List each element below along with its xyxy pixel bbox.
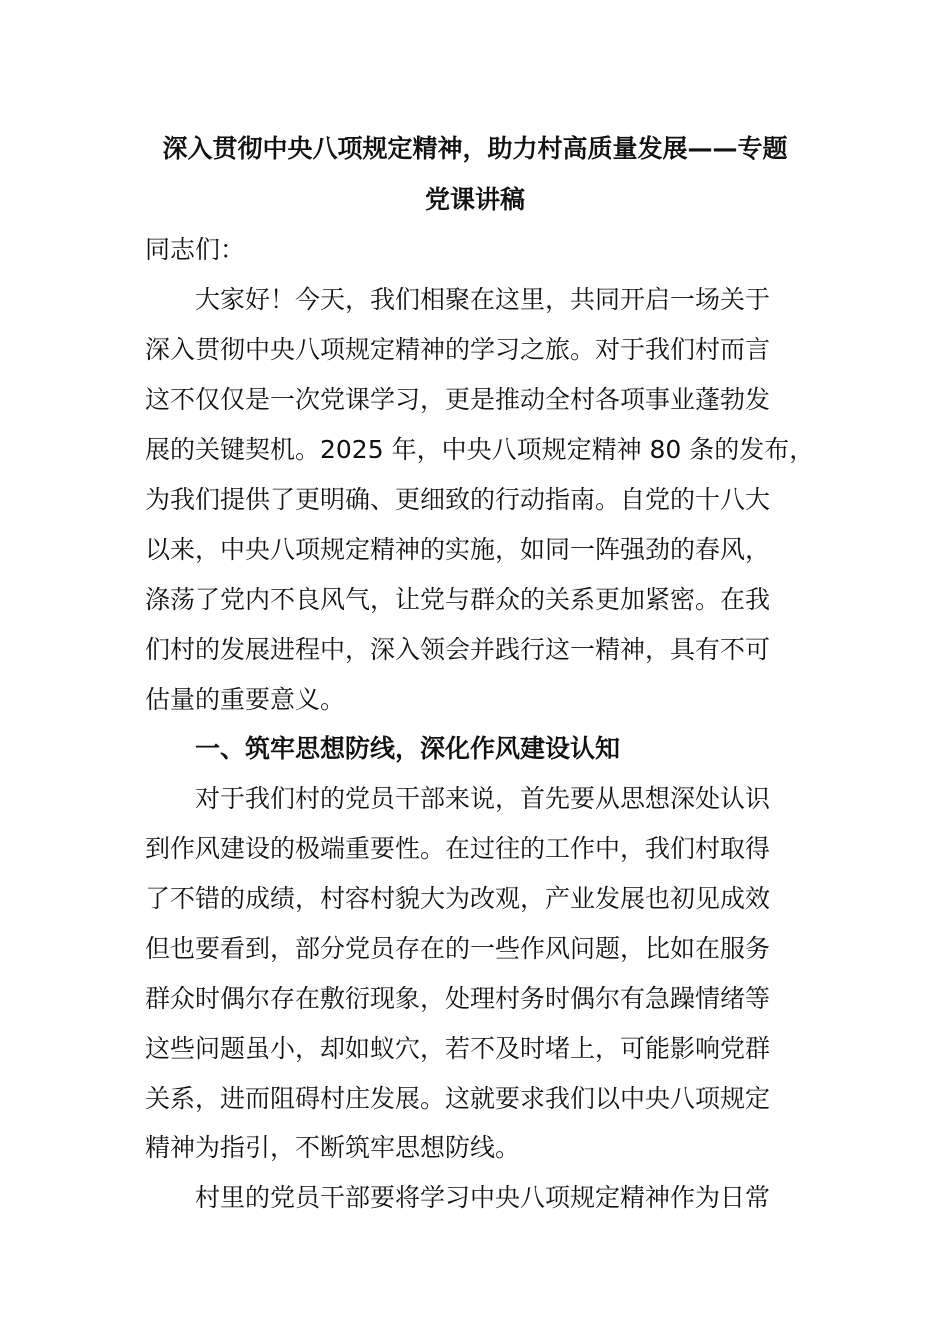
paragraph-2-line-6: 这些问题虽小，却如蚁穴，若不及时堵上，可能影响党群 <box>145 1034 771 1063</box>
paragraph-1-line-5: 为我们提供了更明确、更细致的行动指南。自党的十八大 <box>145 485 771 514</box>
paragraph-3-line-1: 村里的党员干部要将学习中央八项规定精神作为日常 <box>195 1183 771 1212</box>
paragraph-1-line-4: 展的关键契机。2025 年，中央八项规定精神 80 条的发布， <box>145 435 815 464</box>
paragraph-1-line-8: 们村的发展进程中，深入领会并践行这一精神，具有不可 <box>145 635 771 664</box>
paragraph-1-line-2: 深入贯彻中央八项规定精神的学习之旅。对于我们村而言 <box>145 335 771 364</box>
paragraph-1-line-9: 估量的重要意义。 <box>145 685 346 714</box>
paragraph-2-line-2: 到作风建设的极端重要性。在过往的工作中，我们村取得 <box>145 834 771 863</box>
paragraph-1-line-7: 涤荡了党内不良风气，让党与群众的关系更加紧密。在我 <box>145 585 771 614</box>
document-title-line-1: 深入贯彻中央八项规定精神，助力村高质量发展——专题 <box>162 134 788 163</box>
salutation: 同志们： <box>145 235 246 264</box>
paragraph-2-line-7: 关系，进而阻碍村庄发展。这就要求我们以中央八项规定 <box>145 1084 771 1113</box>
paragraph-1-line-6: 以来，中央八项规定精神的实施，如同一阵强劲的春风， <box>145 535 771 564</box>
document-title-line-2: 党课讲稿 <box>424 185 525 214</box>
paragraph-1-line-1: 大家好！今天，我们相聚在这里，共同开启一场关于 <box>195 285 771 314</box>
paragraph-2-line-4: 但也要看到，部分党员存在的一些作风问题，比如在服务 <box>145 934 771 963</box>
paragraph-2-line-1: 对于我们村的党员干部来说，首先要从思想深处认识 <box>195 784 771 813</box>
section-1-heading: 一、筑牢思想防线，深化作风建设认知 <box>195 734 621 763</box>
paragraph-2-line-8: 精神为指引，不断筑牢思想防线。 <box>145 1133 521 1162</box>
paragraph-2-line-3: 了不错的成绩，村容村貌大为改观，产业发展也初见成效 <box>145 884 771 913</box>
paragraph-1-line-3: 这不仅仅是一次党课学习，更是推动全村各项事业蓬勃发 <box>145 385 771 414</box>
paragraph-2-line-5: 群众时偶尔存在敷衍现象，处理村务时偶尔有急躁情绪等 <box>145 984 771 1013</box>
